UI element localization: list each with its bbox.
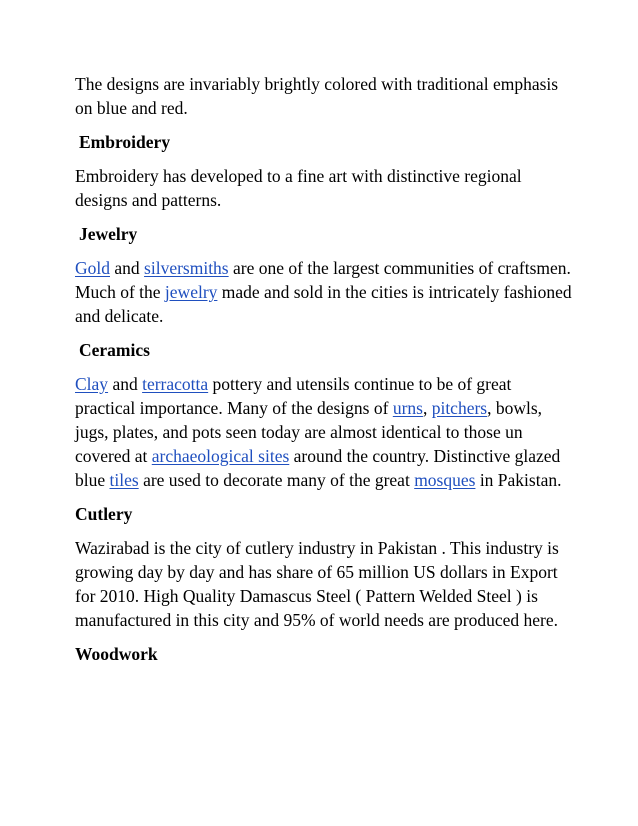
woodwork-heading: Woodwork	[75, 644, 158, 664]
cutlery-heading: Cutlery	[75, 504, 133, 524]
mosques-link[interactable]: mosques	[414, 470, 476, 490]
embroidery-heading: Embroidery	[79, 132, 171, 152]
ceramics-text-1: and	[108, 374, 143, 394]
silversmiths-link[interactable]: silversmiths	[144, 258, 229, 278]
ceramics-paragraph	[75, 372, 575, 492]
ceramics-heading: Ceramics	[79, 340, 150, 360]
jewelry-paragraph	[75, 256, 575, 328]
ceramics-text-5: around the country. Distinctive glazed blue	[75, 446, 561, 490]
gold-link[interactable]: Gold	[75, 258, 110, 278]
intro-paragraph: The designs are invariably brightly colored with traditional emphasis on blue and red.	[75, 74, 559, 118]
jewelry-heading: Jewelry	[79, 224, 138, 244]
urns-link[interactable]: urns	[392, 398, 423, 418]
jewelry-text-1: and	[110, 258, 145, 278]
ceramics-text-4: , bowls, jugs, plates, and pots seen today are almost identical to those un covered at	[75, 398, 543, 466]
clay-link[interactable]: Clay	[75, 374, 109, 394]
terracotta-link[interactable]: terracotta	[142, 374, 209, 394]
tiles-link[interactable]: tiles	[109, 470, 139, 490]
pitchers-link[interactable]: pitchers	[431, 398, 488, 418]
ceramics-text-6: are used to decorate many of the great	[138, 470, 415, 490]
ceramics-text-7: in Pakistan.	[475, 470, 562, 490]
archaeological-sites-link[interactable]: archaeological sites	[151, 446, 290, 466]
ceramics-text-2: pottery and utensils continue to be of great practical importance. Many of the designs of	[75, 374, 512, 418]
jewelry-link[interactable]: jewelry	[164, 282, 218, 302]
document-page	[75, 72, 575, 676]
embroidery-paragraph: Embroidery has developed to a fine art with distinctive regional designs and patterns.	[75, 166, 522, 210]
cutlery-paragraph: Wazirabad is the city of cutlery industry in Pakistan . This industry is growing day by day and has share of 65 million US dollars in Export for 2010. High Quality Damascus Steel ( Pattern Welded Steel ) is manufactured in this city and 95% of world needs are produced here.	[75, 538, 559, 630]
ceramics-text-3: ,	[422, 398, 432, 418]
jewelry-text-2: are one of the largest communities of craftsmen. Much of the	[75, 258, 571, 302]
jewelry-text-3: made and sold in the cities is intricately fashioned and delicate.	[75, 282, 572, 326]
